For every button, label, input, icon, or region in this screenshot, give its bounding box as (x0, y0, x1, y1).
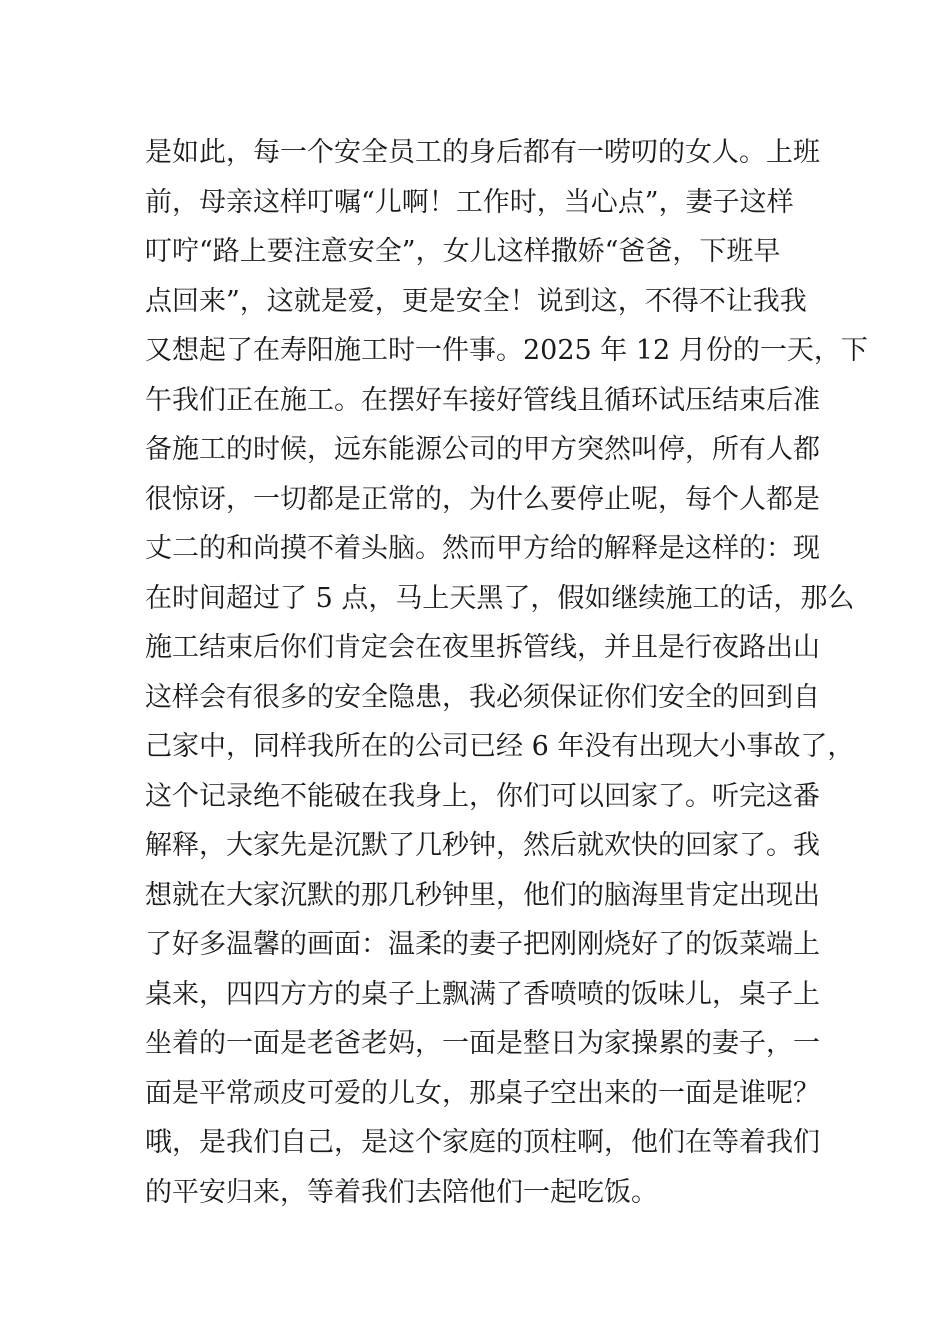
text-line: 坐着的一面是老爸老妈，一面是整日为家操累的妻子，一 (145, 1028, 820, 1059)
text-line: 这样会有很多的安全隐患，我必须保证你们安全的回到自 (145, 681, 820, 713)
text-line: 在时间超过了 5 点，马上天黑了，假如继续施工的话，那么 (145, 582, 855, 614)
text-line: 的平安归来，等着我们去陪他们一起吃饭。 (145, 1176, 658, 1208)
text-line: 很惊讶，一切都是正常的，为什么要停止呢，每个人都是 (145, 483, 820, 515)
text-line: 施工结束后你们肯定会在夜里拆管线，并且是行夜路出山 (145, 632, 820, 663)
text-line: 面是平常顽皮可爱的儿女，那桌子空出来的一面是谁呢？ (145, 1077, 820, 1109)
text-line: 了好多温馨的画面：温柔的妻子把刚刚烧好了的饭菜端上 (145, 929, 820, 960)
text-line: 是如此，每一个安全员工的身后都有一唠叨的女人。上班 (145, 137, 820, 168)
body-text (145, 128, 868, 1217)
text-line: 丈二的和尚摸不着头脑。然而甲方给的解释是这样的：现 (145, 533, 820, 564)
text-line: 叮咛“路上要注意安全”，女儿这样撒娇“爸爸，下班早 (145, 236, 781, 267)
text-line: 点回来”，这就是爱，更是安全！说到这，不得不让我我 (145, 285, 807, 317)
text-line: 哦，是我们自己，是这个家庭的顶柱啊，他们在等着我们 (145, 1127, 820, 1158)
text-line: 午我们正在施工。在摆好车接好管线且循环试压结束后准 (145, 384, 820, 416)
text-line: 前，母亲这样叮嘱“儿啊！工作时，当心点”，妻子这样 (145, 186, 794, 218)
text-line: 又想起了在寿阳施工时一件事。2025 年 12 月份的一天，下 (145, 335, 868, 366)
text-line: 这个记录绝不能破在我身上，你们可以回家了。听完这番 (145, 780, 820, 812)
text-line: 己家中，同样我所在的公司已经 6 年没有出现大小事故了， (145, 731, 855, 762)
text-line: 想就在大家沉默的那几秒钟里，他们的脑海里肯定出现出 (145, 879, 820, 911)
text-line: 备施工的时候，远东能源公司的甲方突然叫停，所有人都 (145, 434, 820, 465)
text-line: 桌来，四四方方的桌子上飘满了香喷喷的饭味儿，桌子上 (145, 978, 820, 1010)
text-line: 解释，大家先是沉默了几秒钟，然后就欢快的回家了。我 (145, 830, 820, 861)
